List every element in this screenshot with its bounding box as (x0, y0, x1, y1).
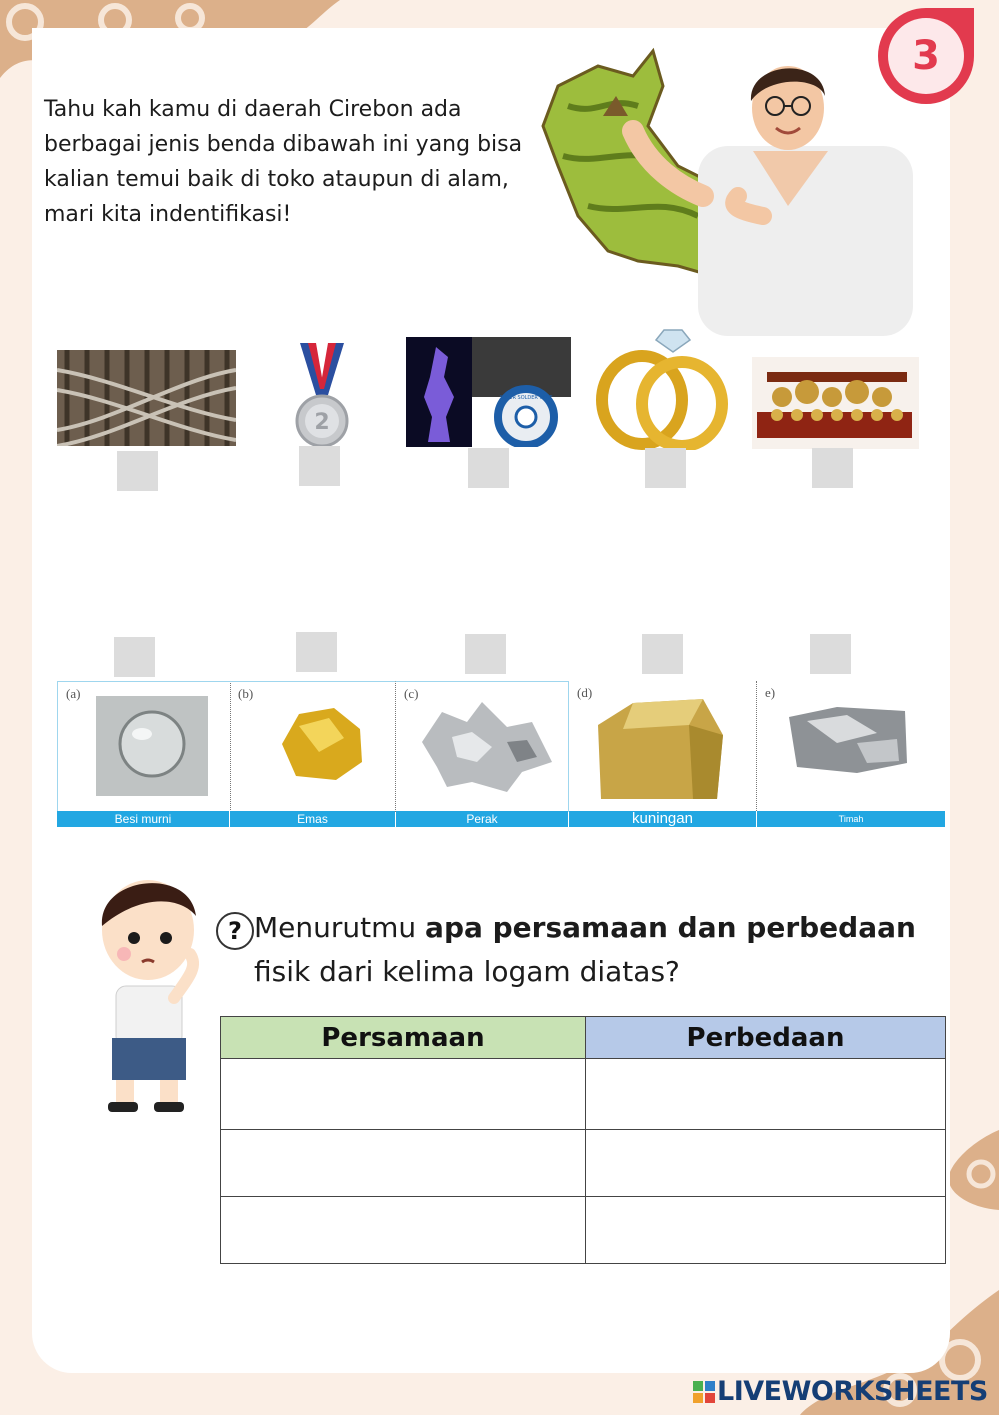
metal-cell-perak (396, 681, 569, 812)
metal-cell-besi (57, 681, 231, 812)
metal-tag: (d) (577, 685, 593, 700)
answer-table (220, 1016, 946, 1264)
metal-label-emas: Emas (230, 811, 395, 827)
metal-samples-strip (57, 681, 945, 829)
page-number-badge (876, 6, 976, 106)
answer-box-object-1[interactable] (117, 451, 158, 491)
metal-tag: e) (765, 685, 776, 700)
answer-box-object-5[interactable] (812, 448, 853, 488)
answer-box-metal-4[interactable] (642, 634, 683, 674)
cirebon-map-teacher-illustration (538, 46, 918, 336)
table-row (221, 1130, 946, 1197)
answer-cell-persamaan-2[interactable] (221, 1130, 586, 1197)
silver-medal-image (294, 343, 350, 447)
liveworksheets-logo-icon (693, 1381, 715, 1403)
answer-box-object-3[interactable] (468, 448, 509, 488)
brass-rock-image (593, 695, 729, 801)
metal-tag: (c) (404, 686, 419, 701)
answer-box-metal-5[interactable] (810, 634, 851, 674)
answer-cell-perbedaan-2[interactable] (586, 1130, 946, 1197)
answer-cell-perbedaan-3[interactable] (586, 1197, 946, 1264)
metal-label-besi: Besi murni (57, 811, 229, 827)
question-bold: apa persamaan dan perbedaan (425, 911, 916, 944)
gold-nugget-image (274, 704, 366, 784)
intro-text: Tahu kah kamu di daerah Cirebon ada berbagai jenis benda dibawah ini yang bisa kalian temui baik di toko ataupun di alam, mari kita indentifikasi! (44, 97, 523, 227)
wayang-solder-image (406, 337, 571, 447)
metal-cell-kuningan (569, 681, 757, 811)
answer-box-object-2[interactable] (299, 446, 340, 486)
thinking-student-illustration (90, 866, 220, 1116)
metal-cell-timah (757, 681, 945, 811)
question-prefix: Menurutmu (254, 911, 426, 944)
metal-label-kuningan: kuningan (569, 811, 756, 827)
tin-sample-image (787, 703, 909, 777)
table-header-perbedaan: Perbedaan (586, 1017, 946, 1059)
metal-label-perak: Perak (396, 811, 568, 827)
table-row (221, 1197, 946, 1264)
gold-rings-image (594, 328, 729, 450)
liveworksheets-brand[interactable]: LIVEWORKSHEETS (717, 1376, 988, 1407)
question-mark-icon: ? (216, 912, 254, 950)
metal-tag: (a) (66, 686, 81, 701)
answer-box-object-4[interactable] (645, 448, 686, 488)
metal-label-timah: Timah (757, 811, 945, 827)
answer-box-metal-3[interactable] (465, 634, 506, 674)
metal-tag: (b) (238, 686, 254, 701)
question-suffix: fisik dari kelima logam diatas? (254, 955, 680, 988)
svg-text:2: 2 (314, 410, 330, 435)
solder-wire-label: SUPER SOLDER WIRE (499, 395, 553, 401)
cloud-ornament-right (945, 1130, 999, 1210)
answer-cell-perbedaan-1[interactable] (586, 1059, 946, 1130)
answer-cell-persamaan-1[interactable] (221, 1059, 586, 1130)
table-header-persamaan: Persamaan (221, 1017, 586, 1059)
answer-box-metal-1[interactable] (114, 637, 155, 677)
iron-sample-image (96, 696, 208, 796)
answer-box-metal-2[interactable] (296, 632, 337, 672)
silver-nugget-image (412, 692, 560, 797)
table-row (221, 1059, 946, 1130)
rail-track-image (57, 350, 236, 446)
gamelan-image (752, 357, 919, 449)
metal-cell-emas (230, 681, 396, 812)
question-text (254, 906, 916, 994)
page-number: 3 (912, 33, 940, 79)
answer-cell-persamaan-3[interactable] (221, 1197, 586, 1264)
